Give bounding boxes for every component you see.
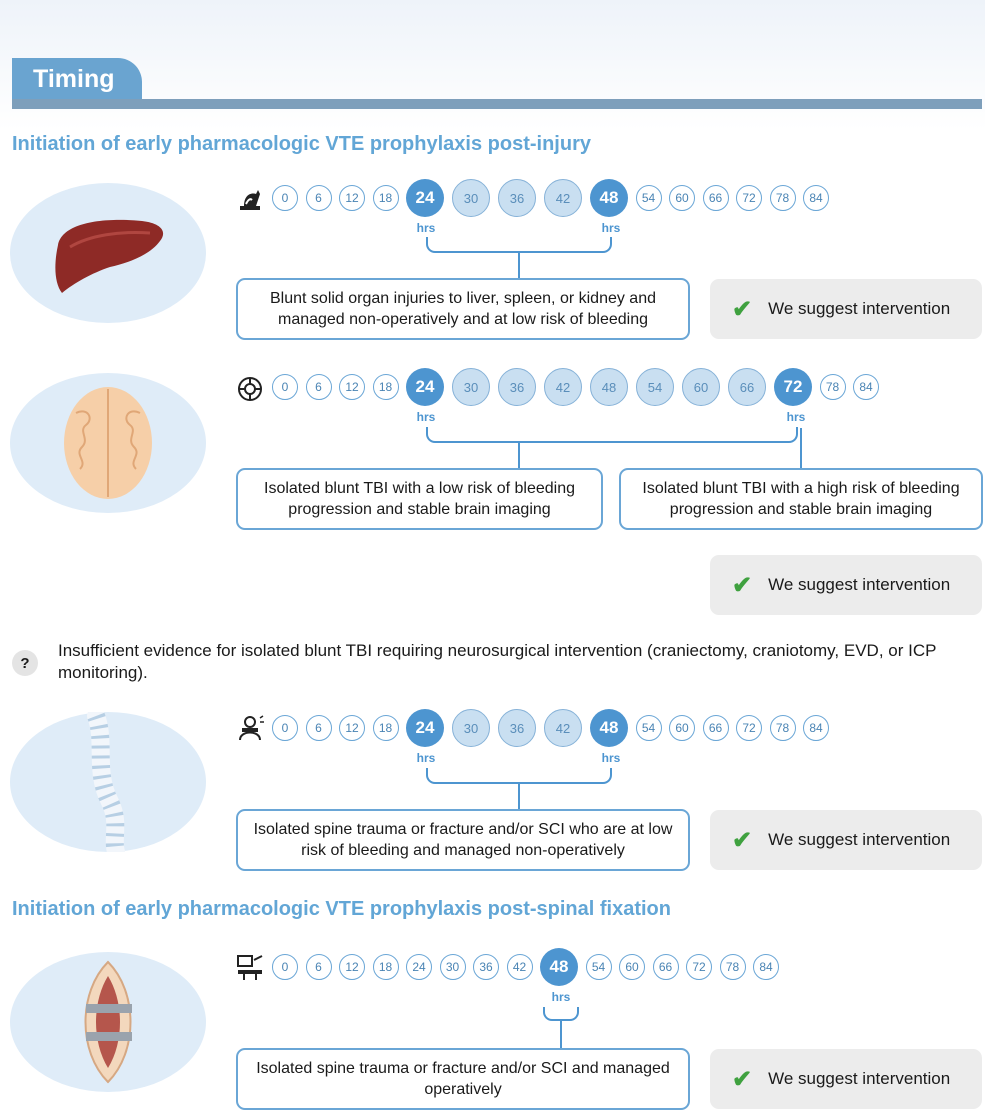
timeline-hour-24: 24	[406, 179, 444, 217]
timeline-hour-30: 30	[440, 954, 466, 980]
check-icon: ✔	[732, 1065, 753, 1093]
timeline-hour-6: 6	[306, 374, 332, 400]
timeline-hour-24: 24	[406, 368, 444, 406]
time-bracket	[426, 237, 612, 253]
criteria-box-liver: Blunt solid organ injuries to liver, spleen, or kidney and managed non-operatively and at low risk of bleeding	[236, 278, 690, 340]
timeline-hour-12: 12	[339, 715, 365, 741]
timeline-hour-6: 6	[306, 185, 332, 211]
timeline-hour-42: 42	[507, 954, 533, 980]
timeline-hour-72: 72	[736, 185, 762, 211]
hrs-label: hrs	[416, 410, 436, 424]
timeline-hour-54: 54	[636, 715, 662, 741]
timeline-hour-18: 18	[373, 374, 399, 400]
timeline-liver	[0, 181, 985, 215]
timeline-hour-54: 54	[636, 185, 662, 211]
timeline-fixation	[0, 950, 985, 984]
timeline-hour-6: 6	[306, 954, 332, 980]
timeline-hour-66: 66	[703, 715, 729, 741]
timeline-hour-84: 84	[853, 374, 879, 400]
timeline-hour-42: 42	[544, 368, 582, 406]
timeline-hour-0: 0	[272, 374, 298, 400]
timeline-hour-54: 54	[586, 954, 612, 980]
timeline-hour-72: 72	[774, 368, 812, 406]
criteria-box-brain-high: Isolated blunt TBI with a high risk of bleeding progression and stable brain imaging	[619, 468, 983, 530]
timeline-hour-78: 78	[820, 374, 846, 400]
criteria-box-brain-low: Isolated blunt TBI with a low risk of bleeding progression and stable brain imaging	[236, 468, 603, 530]
timeline-hour-72: 72	[686, 954, 712, 980]
timeline-hour-24: 24	[406, 709, 444, 747]
timeline-hour-0: 0	[272, 715, 298, 741]
timeline-hour-6: 6	[306, 715, 332, 741]
timeline-hour-36: 36	[498, 368, 536, 406]
section-tab	[12, 58, 142, 100]
timeline-hour-24: 24	[406, 954, 432, 980]
timeline-hour-12: 12	[339, 185, 365, 211]
timeline-spine	[0, 711, 985, 745]
timeline-hour-18: 18	[373, 715, 399, 741]
header-rule	[12, 99, 982, 109]
timeline-hour-18: 18	[373, 954, 399, 980]
timeline-hour-48: 48	[590, 368, 628, 406]
tab-label: Timing	[33, 64, 115, 93]
timeline-hour-84: 84	[753, 954, 779, 980]
timeline-hour-72: 72	[736, 715, 762, 741]
suggestion-badge	[710, 279, 982, 339]
timeline-hour-66: 66	[703, 185, 729, 211]
question-icon: ?	[12, 650, 38, 676]
timeline-hour-30: 30	[452, 368, 490, 406]
hrs-label: hrs	[601, 221, 621, 235]
time-bracket	[543, 1007, 579, 1021]
hrs-label: hrs	[786, 410, 806, 424]
bracket-stem	[518, 442, 520, 468]
timeline-hour-66: 66	[653, 954, 679, 980]
timeline-hour-84: 84	[803, 715, 829, 741]
hrs-label: hrs	[551, 990, 571, 1004]
timeline-brain	[0, 370, 985, 404]
post-injury-title: Initiation of early pharmacologic VTE prophylaxis post-injury	[12, 133, 591, 155]
hrs-label: hrs	[601, 751, 621, 765]
suggestion-label: We suggest intervention	[768, 1069, 951, 1088]
bracket-stem	[560, 1020, 562, 1048]
suggestion-badge	[710, 555, 982, 615]
timeline-hour-48: 48	[590, 709, 628, 747]
suggestion-badge	[710, 810, 982, 870]
time-bracket	[426, 768, 612, 784]
post-fixation-title: Initiation of early pharmacologic VTE prophylaxis post-spinal fixation	[12, 898, 671, 920]
hrs-label: hrs	[416, 751, 436, 765]
timeline-hour-18: 18	[373, 185, 399, 211]
suggestion-label: We suggest intervention	[768, 575, 951, 594]
timeline-hour-78: 78	[770, 715, 796, 741]
timeline-hour-78: 78	[770, 185, 796, 211]
timeline-hour-60: 60	[619, 954, 645, 980]
timeline-hour-48: 48	[540, 948, 578, 986]
timeline-hour-42: 42	[544, 179, 582, 217]
suggestion-label: We suggest intervention	[768, 299, 951, 318]
timeline-hour-30: 30	[452, 179, 490, 217]
timeline-hour-60: 60	[669, 185, 695, 211]
timeline-hour-66: 66	[728, 368, 766, 406]
criteria-box-fixation: Isolated spine trauma or fracture and/or SCI and managed operatively	[236, 1048, 690, 1110]
insufficient-evidence-note: Insufficient evidence for isolated blunt TBI requiring neurosurgical intervention (craniectomy, craniotomy, EVD, or ICP monitoring).	[58, 641, 937, 682]
timeline-hour-30: 30	[452, 709, 490, 747]
check-icon: ✔	[732, 571, 753, 599]
criteria-box-spine: Isolated spine trauma or fracture and/or SCI who are at low risk of bleeding and managed non-operatively	[236, 809, 690, 871]
check-icon: ✔	[732, 826, 753, 854]
timeline-hour-60: 60	[669, 715, 695, 741]
timeline-hour-0: 0	[272, 185, 298, 211]
bracket-stem	[800, 428, 802, 468]
time-bracket	[426, 427, 798, 443]
suggestion-label: We suggest intervention	[768, 830, 951, 849]
check-icon: ✔	[732, 295, 753, 323]
timeline-hour-0: 0	[272, 954, 298, 980]
timeline-hour-12: 12	[339, 954, 365, 980]
bracket-stem	[518, 252, 520, 278]
hrs-label: hrs	[416, 221, 436, 235]
suggestion-badge	[710, 1049, 982, 1109]
timeline-hour-78: 78	[720, 954, 746, 980]
timeline-hour-36: 36	[498, 709, 536, 747]
timeline-hour-84: 84	[803, 185, 829, 211]
timeline-hour-54: 54	[636, 368, 674, 406]
timeline-hour-48: 48	[590, 179, 628, 217]
timeline-hour-36: 36	[498, 179, 536, 217]
timeline-hour-12: 12	[339, 374, 365, 400]
timeline-hour-36: 36	[473, 954, 499, 980]
timeline-hour-42: 42	[544, 709, 582, 747]
timeline-hour-60: 60	[682, 368, 720, 406]
bracket-stem	[518, 783, 520, 809]
